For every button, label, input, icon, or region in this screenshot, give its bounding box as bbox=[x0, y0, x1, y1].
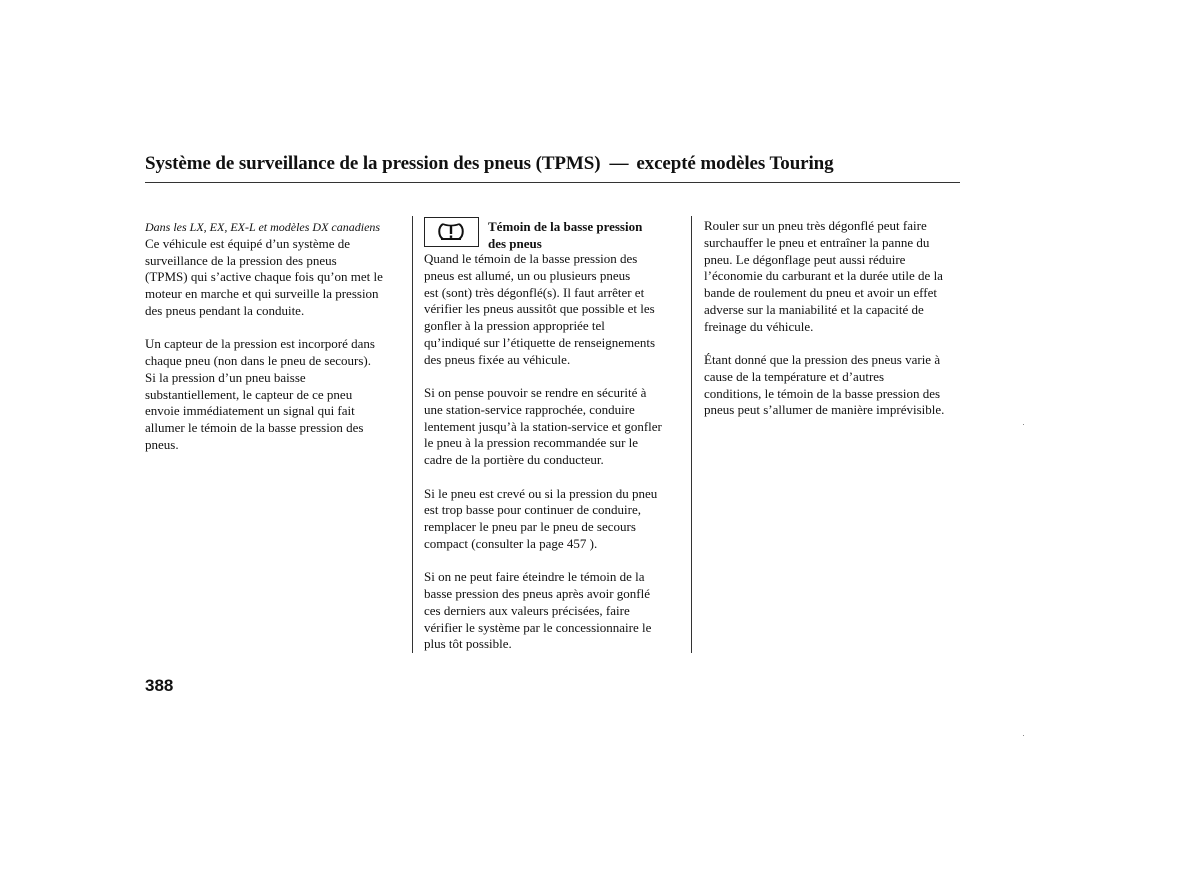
text-line: une station-service rapprochée, conduire bbox=[424, 401, 635, 417]
text-line: (TPMS) qui s’active chaque fois qu’on met le bbox=[145, 269, 383, 285]
text-line: des pneus pendant la conduite. bbox=[145, 302, 305, 318]
text-line: surchauffer le pneu et entraîner la panne du bbox=[704, 234, 930, 250]
text-line: Étant donné que la pression des pneus varie à bbox=[704, 352, 941, 367]
text-line: cadre de la portière du conducteur. bbox=[424, 452, 604, 467]
middle-para-4 bbox=[424, 569, 679, 653]
text-line: lentement jusqu’à la station-service et gonfler bbox=[424, 418, 662, 434]
text-line: surveillance de la pression des pneus bbox=[145, 252, 337, 268]
middle-para-2 bbox=[424, 385, 679, 469]
title-dash: — bbox=[609, 153, 629, 174]
left-column bbox=[145, 219, 400, 470]
text-line: conditions, le témoin de la basse pression des bbox=[704, 385, 941, 401]
text-line: Si on ne peut faire éteindre le témoin de la bbox=[424, 569, 645, 585]
text-line: est trop basse pour continuer de conduire, bbox=[424, 502, 641, 518]
text-line: substantiellement, le capteur de ce pneu bbox=[145, 386, 353, 402]
text-line: remplacer le pneu par le pneu de secours bbox=[424, 519, 636, 534]
title-rule bbox=[145, 182, 960, 183]
title-suffix: excepté modèles Touring bbox=[636, 153, 834, 174]
warning-light-heading bbox=[488, 218, 642, 252]
text-line: pneus est allumé, un ou plusieurs pneus bbox=[424, 267, 631, 283]
tire-pressure-warning-icon bbox=[424, 217, 479, 247]
page-title bbox=[145, 153, 975, 175]
right-para-2 bbox=[704, 352, 964, 419]
text-line: Si la pression d’un pneu baisse bbox=[145, 369, 306, 385]
text-line: Quand le témoin de la basse pression des bbox=[424, 251, 638, 266]
scan-speck bbox=[1023, 424, 1024, 425]
text-line: Ce véhicule est équipé d’un système de bbox=[145, 235, 351, 251]
text-line: adverse sur la maniabilité et la capacité de bbox=[704, 301, 924, 317]
left-para-2 bbox=[145, 336, 400, 453]
text-line: moteur en marche et qui surveille la pression bbox=[145, 286, 379, 301]
text-line: pneus peut s’allumer de manière imprévisible. bbox=[704, 402, 945, 418]
text-line: Si le pneu est crevé ou si la pression du pneu bbox=[424, 485, 658, 501]
text-line: allumer le témoin de la basse pression des bbox=[145, 420, 364, 435]
page-number: 388 bbox=[145, 676, 174, 695]
text-line: est (sont) très dégonflé(s). Il faut arrêter et bbox=[424, 284, 645, 300]
text-line: plus tôt possible. bbox=[424, 636, 512, 652]
heading-line: Témoin de la basse pression bbox=[488, 219, 643, 234]
column-divider-left bbox=[412, 216, 413, 653]
tire-pressure-icon-graphic bbox=[425, 218, 477, 245]
text-line: des pneus fixée au véhicule. bbox=[424, 351, 571, 367]
text-line: l’économie du carburant et la durée utile de la bbox=[704, 268, 943, 284]
text-line: bande de roulement du pneu et avoir un effet bbox=[704, 285, 937, 300]
right-column bbox=[704, 218, 964, 436]
text-line: freinage du véhicule. bbox=[704, 318, 814, 334]
left-para-1 bbox=[145, 236, 400, 320]
heading-line: des pneus bbox=[488, 236, 542, 251]
text-line: pneu. Le dégonflage peut aussi réduire bbox=[704, 251, 906, 267]
text-line: ces derniers aux valeurs précisées, faire bbox=[424, 602, 630, 618]
scan-speck bbox=[1023, 735, 1024, 736]
model-applicability-note: Dans les LX, EX, EX-L et modèles DX canadiens bbox=[145, 220, 381, 234]
text-line: le pneu à la pression recommandée sur le bbox=[424, 435, 639, 451]
middle-column bbox=[424, 251, 679, 670]
text-line: cause de la température et d’autres bbox=[704, 368, 885, 384]
text-line: compact (consulter la page 457 ). bbox=[424, 535, 598, 551]
text-line: basse pression des pneus après avoir gonflé bbox=[424, 586, 650, 601]
text-line: vérifier le système par le concessionnaire le bbox=[424, 619, 652, 635]
text-line: Rouler sur un pneu très dégonflé peut faire bbox=[704, 218, 927, 233]
column-divider-right bbox=[691, 216, 692, 653]
text-line: vérifier les pneus aussitôt que possible et les bbox=[424, 301, 655, 317]
middle-para-3 bbox=[424, 486, 679, 553]
text-line: chaque pneu (non dans le pneu de secours). bbox=[145, 353, 371, 368]
title-main: Système de surveillance de la pression des pneus (TPMS) bbox=[145, 153, 601, 174]
text-line: qu’indiqué sur l’étiquette de renseignements bbox=[424, 334, 656, 350]
middle-para-1 bbox=[424, 251, 679, 368]
text-line: gonfler à la pression appropriée tel bbox=[424, 318, 605, 333]
right-para-1 bbox=[704, 218, 964, 335]
text-line: Un capteur de la pression est incorporé dans bbox=[145, 336, 375, 352]
text-line: pneus. bbox=[145, 436, 179, 452]
text-line: Si on pense pouvoir se rendre en sécurité à bbox=[424, 385, 647, 400]
text-line: envoie immédiatement un signal qui fait bbox=[145, 403, 355, 419]
